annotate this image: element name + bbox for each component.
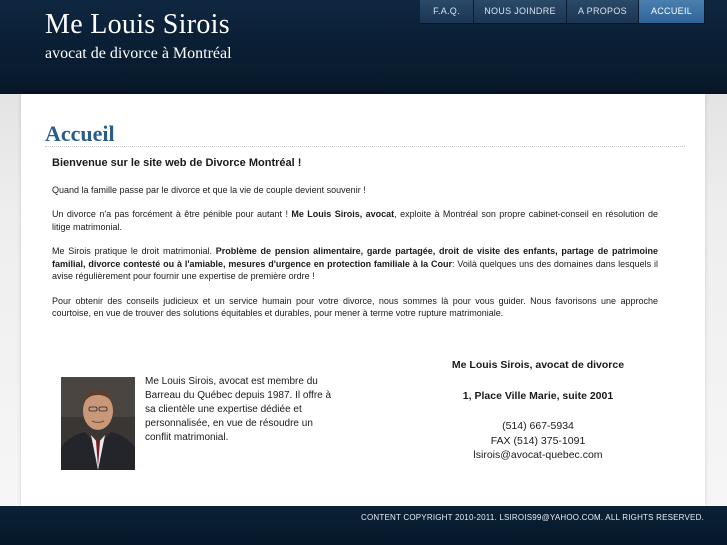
welcome-heading: Bienvenue sur le site web de Divorce Montréal !	[52, 157, 302, 169]
contact-email[interactable]: lsirois@avocat-quebec.com	[473, 449, 603, 461]
content-panel	[21, 94, 705, 506]
p2-text-after: , exploite à Montréal son propre cabinet-conseil en résolution de litige matrimonial.	[52, 209, 659, 232]
intro-paragraph-2	[52, 208, 658, 233]
p2-lawyer-name: Me Louis Sirois, avocat	[291, 209, 395, 219]
site-subtitle: avocat de divorce à Montréal	[45, 45, 232, 62]
intro-paragraph-4: Pour obtenir des conseils judicieux et un service humain pour votre divorce, nous sommes là pour vous guider. Nous favorisons une approche courtoise, en vue de trouver des solutions équitables et durables, pour mener à terme votre rupture matrimoniale.	[52, 295, 658, 318]
site-header	[0, 0, 727, 94]
contact-fax: FAX (514) 375-1091	[490, 434, 586, 447]
p3-text-before: Me Sirois pratique le droit matrimonial.	[52, 246, 216, 256]
contact-phone: (514) 667-5934	[502, 420, 574, 432]
page-title: Accueil	[45, 121, 115, 146]
heading-divider	[45, 146, 685, 147]
nav-item-accueil[interactable]: ACCUEIL	[639, 0, 705, 24]
contact-name: Me Louis Sirois, avocat de divorce	[451, 359, 625, 371]
p3-text-after: : Voilà quelques uns des domaines dans lesquels il avise régulièrement pour fournir une expertise de première ordre !	[52, 258, 659, 281]
site-title[interactable]: Me Louis Sirois	[45, 9, 230, 40]
p3-practice-areas: Problème de pension alimentaire, garde partagée, droit de visite des enfants, partage de patrimoine familial, divorce contesté ou à l'amiable, mesures d'urgence en protection familiale à la Cour	[52, 246, 659, 269]
nav-item-nous-joindre[interactable]: NOUS JOINDRE	[474, 0, 567, 24]
lawyer-bio: Me Louis Sirois, avocat est membre du Barreau du Québec depuis 1987. Il offre à sa clientèle une expertise dédiée et personnalisée, en vue de résoudre un conflit matrimonial.	[145, 376, 332, 443]
intro-paragraph-3	[52, 245, 658, 283]
page-background	[0, 94, 727, 506]
lawyer-portrait-photo	[61, 377, 135, 470]
p2-text-before: Un divorce n'a pas forcément à être pénible pour autant !	[52, 209, 292, 219]
nav-item-faq[interactable]: F.A.Q.	[420, 0, 474, 24]
main-nav	[420, 0, 705, 24]
copyright-notice: CONTENT COPYRIGHT 2010-2011. LSIROIS99@YAHOO.COM. ALL RIGHTS RESERVED.	[361, 513, 704, 522]
intro-text	[52, 157, 658, 332]
intro-paragraph-1: Quand la famille passe par le divorce et que la vie de couple devient souvenir !	[52, 184, 366, 195]
site-footer	[0, 506, 727, 545]
contact-address: 1, Place Ville Marie, suite 2001	[462, 389, 614, 402]
nav-item-a-propos[interactable]: A PROPOS	[567, 0, 639, 24]
contact-block	[393, 358, 683, 463]
